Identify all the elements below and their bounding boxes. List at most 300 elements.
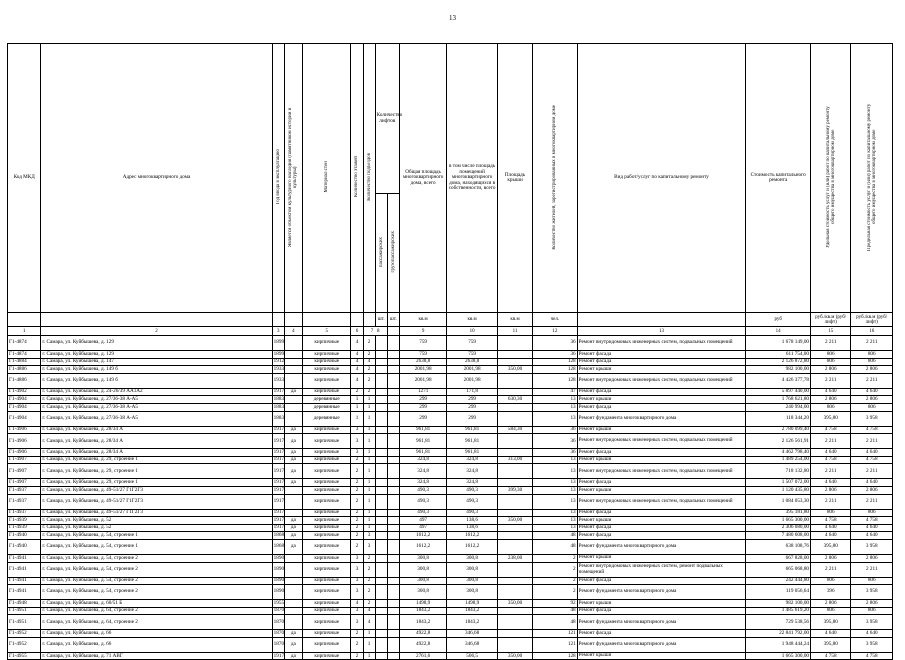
cell-floors: 1 <box>351 411 363 426</box>
cell-floors: 4 <box>351 336 363 351</box>
cell-floors: 2 <box>351 486 363 494</box>
cell-cost: 240 994,00 <box>746 403 811 411</box>
cell-max-cost: 3 958 <box>851 539 893 554</box>
cell-roof <box>497 562 532 577</box>
cell-code: Г1-4904 <box>8 396 41 404</box>
cell-passenger-lifts <box>375 358 387 366</box>
cell-unit-cost: 4 640 <box>811 630 851 638</box>
cell-cost: 119 056,64 <box>746 585 811 600</box>
cell-wall: кирпичные <box>302 351 350 359</box>
cell-year: 1870 <box>272 637 284 652</box>
cell-entrances: 3 <box>363 539 375 554</box>
cell-roof <box>497 532 532 540</box>
cell-heritage <box>284 351 302 359</box>
cell-area-own: 138,6 <box>447 517 498 525</box>
cell-year: 1883 <box>273 403 285 410</box>
table-row <box>8 434 893 449</box>
cell-work: Ремонт фундамента многоквартирного дома <box>577 585 746 600</box>
cell-heritage: да <box>284 532 302 540</box>
cell-area: 4922,8 <box>399 630 446 638</box>
page-number: 13 <box>449 14 456 22</box>
cell-wall: кирпичные <box>302 562 350 577</box>
cell-wall: кирпичные <box>302 464 350 479</box>
cell-passenger-lifts <box>375 366 387 374</box>
cell-residents: 36 <box>533 426 577 434</box>
cell-address: г. Самара, ул. Куйбышева, д. 66 <box>41 637 272 652</box>
cell-max-cost: 3 958 <box>851 637 893 652</box>
cell-cost: 982 100,00 <box>746 600 811 608</box>
cell-max-cost: 806 <box>851 403 893 411</box>
cell-residents: 13 <box>533 479 577 487</box>
cell-heritage: да <box>284 464 302 479</box>
cell-unit-cost: 806 <box>811 577 851 585</box>
cell-floors: 1 <box>351 396 363 404</box>
cell-year: 1917 <box>273 426 285 433</box>
cell-area-own: 300,8 <box>447 577 498 585</box>
cell-cargo-lifts <box>387 607 399 615</box>
cell-roof <box>497 607 532 615</box>
cell-area: 299 <box>399 403 446 411</box>
table-row <box>8 486 893 494</box>
table-row <box>8 524 893 532</box>
col-max-cost-header: Предельная стоимость услуг и (или) работ по капитальному ремонту общего имущества в многоквартирном доме <box>866 103 877 251</box>
cell-entrances: 1 <box>363 517 375 525</box>
cell-cost: 982 100,00 <box>746 366 811 374</box>
cell-passenger-lifts <box>375 607 387 615</box>
cell-work: Ремонт внутридомовых инженерных систем, подвальных помещений <box>577 434 746 449</box>
cell-passenger-lifts <box>375 426 387 434</box>
table-row <box>8 585 893 600</box>
table-row <box>8 577 893 585</box>
table-row <box>8 509 893 517</box>
cell-heritage <box>284 396 302 404</box>
cell-cargo-lifts <box>387 358 399 366</box>
cell-work: Ремонт крыши <box>577 426 746 434</box>
cell-wall: кирпичные <box>302 366 350 374</box>
cell-floors: 2 <box>351 388 363 396</box>
cell-floors: 4 <box>351 373 363 388</box>
cell-floors: 3 <box>351 426 363 434</box>
cell-heritage <box>284 403 302 411</box>
cell-wall: кирпичные <box>302 554 350 562</box>
cell-year: 1955 <box>273 599 285 606</box>
cell-heritage: да <box>284 434 302 449</box>
cell-area: 299 <box>399 396 446 404</box>
cell-roof <box>497 373 532 388</box>
cell-address: г. Самара, ул. Куйбышева, д. 49-51/27 Г1Г2Г3 <box>41 509 272 517</box>
cell-residents: 128 <box>533 366 577 374</box>
cell-cargo-lifts <box>387 577 399 585</box>
col-code-header: Код МКД <box>8 44 41 313</box>
cell-max-cost: 4 758 <box>851 652 893 660</box>
table-row <box>8 517 893 525</box>
cell-max-cost: 3 958 <box>851 615 893 630</box>
cell-residents: 92 <box>533 600 577 608</box>
cell-residents: 13 <box>533 411 577 426</box>
cell-year: 1917 <box>273 486 285 493</box>
cell-area-own: 961,81 <box>447 449 498 457</box>
cell-address: г. Самара, ул. Куйбышева, д. 49-51/27 Г1Г2Г3 <box>41 486 272 494</box>
cell-work: Ремонт крыши <box>577 396 746 404</box>
cell-address: г. Самара, ул. Куйбышева, д. 52 <box>41 517 272 525</box>
cell-address: г. Самара, ул. Куйбышева, д. 60/51 Б <box>41 600 272 608</box>
cell-unit-cost: 806 <box>811 509 851 517</box>
cell-area-own: 490,3 <box>447 509 498 517</box>
cell-max-cost: 2 806 <box>851 366 893 374</box>
cell-cargo-lifts <box>387 336 399 351</box>
col-area-header: Общая площадь многоквартирного дома, всего <box>399 44 446 313</box>
col-passenger-lifts-header: пассажирских <box>378 236 384 267</box>
cell-address: г. Самара, ул. Куйбышева, д. 28/34 А <box>41 449 272 457</box>
cell-unit-cost: 395,80 <box>811 615 851 630</box>
col-cost-header: Стоимость капитального ремонта <box>746 44 811 313</box>
cell-cost: 1 948 444,24 <box>746 637 811 652</box>
cell-floors: 3 <box>351 615 363 630</box>
cell-area-own: 346,68 <box>447 630 498 638</box>
cell-unit-cost: 4 758 <box>811 426 851 434</box>
cell-address: г. Самара, ул. Куйбышева, д. 147 <box>41 358 272 366</box>
cell-area-own: 300,8 <box>447 562 498 577</box>
cell-area: 759 <box>399 351 446 359</box>
cell-floors: 2 <box>351 464 363 479</box>
cell-year: 1883 <box>272 411 284 426</box>
cell-address: г. Самара, ул. Куйбышева, д. 54, строение 1 <box>41 532 272 540</box>
cell-roof <box>497 494 532 509</box>
table-row <box>8 607 893 615</box>
cell-unit-cost: 4 640 <box>811 388 851 396</box>
cell-area-own: 2001,98 <box>447 373 498 388</box>
cell-heritage: да <box>284 449 302 457</box>
cell-cost: 242 444,80 <box>746 577 811 585</box>
cell-unit-cost: 806 <box>811 403 851 411</box>
cell-cargo-lifts <box>387 524 399 532</box>
cell-cost: 2 306 080,00 <box>746 524 811 532</box>
cell-heritage: да <box>284 456 302 464</box>
cell-unit-cost: 4 640 <box>811 479 851 487</box>
col-wall-header: Материал стен <box>324 161 330 193</box>
cell-roof <box>497 464 532 479</box>
cell-code: Г1-4952 <box>8 637 41 652</box>
cell-residents: 36 <box>533 449 577 457</box>
cell-passenger-lifts <box>375 464 387 479</box>
cell-passenger-lifts <box>375 554 387 562</box>
cell-passenger-lifts <box>375 479 387 487</box>
cell-work: Ремонт фасада <box>577 577 746 585</box>
cell-year: 1917 <box>273 479 285 486</box>
cell-cargo-lifts <box>387 449 399 457</box>
cell-max-cost: 2 211 <box>851 562 893 577</box>
cell-code: Г1-4951 <box>8 607 41 615</box>
cell-work: Ремонт фундамента многоквартирного дома <box>577 615 746 630</box>
cell-work: Ремонт фасада <box>577 403 746 411</box>
cell-year: 1917 <box>273 516 285 523</box>
cell-cargo-lifts <box>387 517 399 525</box>
cell-wall: деревянные <box>302 403 350 411</box>
cell-unit-cost: 2 806 <box>811 600 851 608</box>
cell-cost: 1 507 072,00 <box>746 479 811 487</box>
cell-area: 324,8 <box>399 456 446 464</box>
cell-code: Г1-4874 <box>8 336 41 351</box>
cell-passenger-lifts <box>375 403 387 411</box>
cell-wall: кирпичные <box>302 600 350 608</box>
cell-code: Г1-4939 <box>8 524 41 532</box>
cell-floors: 2 <box>351 479 363 487</box>
cell-area-own: 961,81 <box>447 426 498 434</box>
cell-wall: кирпичные <box>302 539 350 554</box>
cell-area-own: 299 <box>447 403 498 411</box>
cell-wall: кирпичные <box>302 388 350 396</box>
cell-passenger-lifts <box>375 524 387 532</box>
cell-entrances: 1 <box>363 449 375 457</box>
cell-heritage <box>284 373 302 388</box>
cell-roof: 313,00 <box>497 456 532 464</box>
cell-floors: 2 <box>351 532 363 540</box>
cell-area: 2761,6 <box>399 652 446 660</box>
cell-cost: 718 132,80 <box>746 464 811 479</box>
cell-cost: 1 485 619,20 <box>746 607 811 615</box>
column-numbers-row: 1 2 3 4 5 6 7 8 9 10 11 12 13 14 15 16 <box>8 327 893 336</box>
cell-passenger-lifts <box>375 373 387 388</box>
cell-area-own: 346,68 <box>447 637 498 652</box>
cell-residents: 36 <box>533 351 577 359</box>
cell-entrances: 2 <box>363 600 375 608</box>
cell-residents: 2 <box>533 577 577 585</box>
cell-cargo-lifts <box>387 426 399 434</box>
cell-year: 1917 <box>273 448 285 455</box>
cell-area: 497 <box>399 517 446 525</box>
table-row <box>8 336 893 351</box>
cell-heritage: да <box>284 426 302 434</box>
cell-heritage: да <box>284 630 302 638</box>
table-row <box>8 403 893 411</box>
cell-code: Г1-4907 <box>8 464 41 479</box>
cell-entrances: 2 <box>363 373 375 388</box>
col-address-header: Адрес многоквартирного дома <box>41 44 272 313</box>
cell-area: 1271 <box>399 388 446 396</box>
cell-code: Г1-4904 <box>8 411 41 426</box>
cell-cargo-lifts <box>387 366 399 374</box>
cell-year: 1870 <box>273 629 285 636</box>
cell-passenger-lifts <box>375 456 387 464</box>
cell-max-cost: 2 211 <box>851 336 893 351</box>
cell-residents: 36 <box>533 434 577 449</box>
cell-work: Ремонт фасада <box>577 607 746 615</box>
cell-area-own: 300,8 <box>447 585 498 600</box>
cell-unit-cost: 4 758 <box>811 517 851 525</box>
cell-passenger-lifts <box>375 388 387 396</box>
cell-passenger-lifts <box>375 562 387 577</box>
cell-heritage <box>284 577 302 585</box>
cell-work: Ремонт фасада <box>577 509 746 517</box>
col-residents-header: Количество жителей, зарегистрированных в многоквартирном доме <box>552 104 558 250</box>
cell-roof <box>497 509 532 517</box>
cell-max-cost: 2 211 <box>851 464 893 479</box>
cell-heritage: да <box>284 517 302 525</box>
cell-heritage <box>284 615 302 630</box>
cell-cost: 118 344,20 <box>746 411 811 426</box>
cell-code: Г1-4907 <box>8 456 41 464</box>
cell-cargo-lifts <box>387 464 399 479</box>
cell-address: г. Самара, ул. Куйбышева, д. 27/36-38 А-А5 <box>41 411 272 426</box>
cell-unit-cost: 2 211 <box>811 336 851 351</box>
cell-area-own: 1843,2 <box>447 615 498 630</box>
cell-year: 1870 <box>273 607 285 614</box>
cell-work: Ремонт внутридомовых инженерных систем, ремонт подвальных помещений <box>577 562 746 577</box>
table-row <box>8 600 893 608</box>
cell-floors: 2 <box>351 509 363 517</box>
cell-unit-cost: 2 211 <box>811 562 851 577</box>
cell-passenger-lifts <box>375 615 387 630</box>
cell-area: 961,81 <box>399 434 446 449</box>
cell-area: 490,3 <box>399 494 446 509</box>
cell-heritage <box>284 366 302 374</box>
cell-work: Ремонт крыши <box>577 517 746 525</box>
cell-unit-cost: 4 758 <box>811 652 851 660</box>
table-row <box>8 554 893 562</box>
table-row <box>8 358 893 366</box>
cell-entrances: 1 <box>363 630 375 638</box>
cell-cost: 1 665 300,00 <box>746 652 811 660</box>
cell-area: 490,3 <box>399 486 446 494</box>
cell-area-own: 2001,98 <box>447 366 498 374</box>
cell-heritage <box>284 562 302 577</box>
cell-max-cost: 4 640 <box>851 532 893 540</box>
cell-address: г. Самара, ул. Куйбышева, д. 66 <box>41 630 272 638</box>
cell-unit-cost: 806 <box>811 607 851 615</box>
cell-cargo-lifts <box>387 388 399 396</box>
cell-max-cost: 2 806 <box>851 554 893 562</box>
cell-year: 1917 <box>272 464 284 479</box>
cell-residents: 13 <box>533 486 577 494</box>
cell-max-cost: 806 <box>851 607 893 615</box>
cell-code: Г1-4941 <box>8 577 41 585</box>
cell-cost: 7 480 608,00 <box>746 532 811 540</box>
cell-year: 1917 <box>272 434 284 449</box>
cell-residents: 48 <box>533 539 577 554</box>
cell-wall: кирпичные <box>302 486 350 494</box>
cell-passenger-lifts <box>375 411 387 426</box>
cell-unit-cost: 2 806 <box>811 366 851 374</box>
cell-floors: 4 <box>351 366 363 374</box>
cell-residents: 13 <box>533 456 577 464</box>
cell-code: Г1-4955 <box>8 652 41 660</box>
cell-entrances: 2 <box>363 366 375 374</box>
cell-cost: 729 538,56 <box>746 615 811 630</box>
table-row <box>8 426 893 434</box>
cell-max-cost: 4 640 <box>851 630 893 638</box>
cell-cost: 1 120 435,80 <box>746 486 811 494</box>
table-row <box>8 449 893 457</box>
col-roof-header: Площадь крыши <box>497 44 532 313</box>
cell-max-cost: 4 758 <box>851 517 893 525</box>
cell-cargo-lifts <box>387 434 399 449</box>
cell-cost: 1 678 149,00 <box>746 336 811 351</box>
cell-entrances: 2 <box>363 388 375 396</box>
cell-year: 1912 <box>273 358 285 365</box>
cell-address: г. Самара, ул. Куйбышева, д. 28/34 А <box>41 434 272 449</box>
cell-area: 1498,9 <box>399 600 446 608</box>
cell-area: 1843,2 <box>399 615 446 630</box>
cell-entrances: 1 <box>363 464 375 479</box>
col-heritage-header: Является объектом культурного наследия (памятником истории и культуры) <box>288 107 299 247</box>
table-row <box>8 652 893 660</box>
cell-address: г. Самара, ул. Куйбышева, д. 54, строение 2 <box>41 585 272 600</box>
cell-unit-cost: 395,80 <box>811 411 851 426</box>
cell-cost: 2 780 099,40 <box>746 426 811 434</box>
cell-work: Ремонт внутридомовых инженерных систем, подвальных помещений <box>577 373 746 388</box>
cell-entrances: 1 <box>363 411 375 426</box>
cell-wall: кирпичные <box>302 615 350 630</box>
cell-code: Г1-4886 <box>8 373 41 388</box>
cell-area-own: 299 <box>447 411 498 426</box>
cell-wall: кирпичные <box>302 517 350 525</box>
cell-address: г. Самара, ул. Куйбышева, д. 52 <box>41 524 272 532</box>
cell-entrances: 1 <box>363 396 375 404</box>
cell-residents: 2 <box>533 562 577 577</box>
cell-floors: 3 <box>351 434 363 449</box>
cell-work: Ремонт внутридомовых инженерных систем, подвальных помещений <box>577 464 746 479</box>
cell-address: г. Самара, ул. Куйбышева, д. 49-51/27 Г1Г2Г3 <box>41 494 272 509</box>
cell-area-own: 1498,9 <box>447 600 498 608</box>
cell-wall: кирпичные <box>302 607 350 615</box>
cell-area: 300,8 <box>399 554 446 562</box>
cell-code: Г1-4937 <box>8 486 41 494</box>
cell-code: Г1-4937 <box>8 494 41 509</box>
cell-area: 300,8 <box>399 585 446 600</box>
cell-residents: 13 <box>533 509 577 517</box>
cell-area-own: 171,8 <box>447 388 498 396</box>
cell-entrances: 3 <box>363 532 375 540</box>
cell-year: 1917 <box>273 524 285 531</box>
cell-work: Ремонт фасада <box>577 630 746 638</box>
cell-cost: 4 462 798,40 <box>746 449 811 457</box>
cell-year: 1933 <box>272 373 284 388</box>
cell-residents: 47 <box>533 388 577 396</box>
cell-year: 1868 <box>273 532 285 538</box>
cell-code: Г1-4939 <box>8 517 41 525</box>
cell-work: Ремонт крыши <box>577 486 746 494</box>
cell-area-own: 759 <box>447 336 498 351</box>
cell-unit-cost: 2 211 <box>811 494 851 509</box>
cell-cargo-lifts <box>387 637 399 652</box>
cell-cargo-lifts <box>387 532 399 540</box>
cell-code: Г1-4884 <box>8 358 41 366</box>
cell-work: Ремонт крыши <box>577 456 746 464</box>
cell-max-cost: 2 211 <box>851 494 893 509</box>
cell-entrances: 1 <box>363 509 375 517</box>
table-row <box>8 373 893 388</box>
cell-unit-cost: 395,80 <box>811 539 851 554</box>
cell-entrances: 1 <box>363 637 375 652</box>
cell-max-cost: 4 640 <box>851 388 893 396</box>
cell-entrances: 1 <box>363 403 375 411</box>
cell-max-cost: 4 758 <box>851 456 893 464</box>
cell-address: г. Самара, ул. Куйбышева, д. 129 <box>41 336 272 351</box>
cell-area: 324,8 <box>399 479 446 487</box>
cell-wall: кирпичные <box>302 449 350 457</box>
cell-floors: 4 <box>351 358 363 366</box>
cell-cargo-lifts <box>387 373 399 388</box>
cell-area: 1843,2 <box>399 607 446 615</box>
cell-cost: 611 754,00 <box>746 351 811 359</box>
cell-roof <box>497 630 532 638</box>
cell-residents: 13 <box>533 524 577 532</box>
cell-work: Ремонт фундамента многоквартирного дома <box>577 539 746 554</box>
cell-wall: кирпичные <box>302 494 350 509</box>
cell-area-own: 2638,8 <box>447 358 498 366</box>
cell-floors: 2 <box>351 524 363 532</box>
cell-code: Г1-4902 <box>8 388 41 396</box>
